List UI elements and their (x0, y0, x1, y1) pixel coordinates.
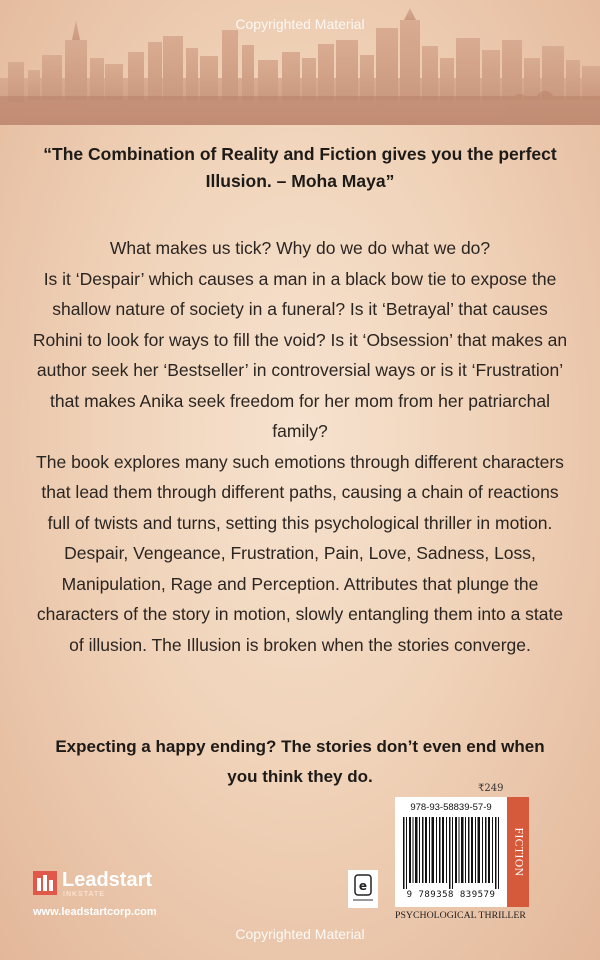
publisher-imprint: INKSTATE (63, 891, 105, 898)
subgenre-label: PSYCHOLOGICAL THRILLER (395, 910, 526, 921)
isbn-number: 978-93-58839-57-9 (410, 802, 492, 813)
genre-tag (507, 797, 529, 907)
publisher-name: Leadstart (62, 869, 153, 891)
copyright-watermark-bottom: Copyrighted Material (235, 926, 365, 942)
svg-text:e: e (358, 879, 368, 893)
price-label: ₹249 (478, 783, 504, 794)
synopsis (30, 233, 570, 660)
closing-tagline: Expecting a happy ending? The stories don’t even end when you think they do. (55, 737, 545, 786)
barcode-digits: 9 789358 839579 (406, 890, 496, 900)
ebook-icon (348, 870, 378, 908)
synopsis-paragraph-3: The book explores many such emotions through different characters that lead them through different paths, causing a chain of reactions full of twists and turns, setting this psychological thriller in motion. Despair, Vengeance, Frustration, Pain, Love, Sadness, Loss, Manipulation, Rage and Perception. Attributes that plunge the characters of the story in motion, slowly entangling them into a state of illusion. The Illusion is broken when the stories converge. (36, 451, 564, 655)
epigraph-quote: “The Combination of Reality and Fiction gives you the perfect Illusion. – Moha Maya” (43, 144, 557, 191)
publisher-url: www.leadstartcorp.com (33, 906, 157, 918)
synopsis-paragraph-1: What makes us tick? Why do we do what we do? (109, 238, 491, 258)
copyright-watermark-top: Copyrighted Material (235, 16, 365, 32)
genre-label: FICTION (512, 827, 524, 877)
barcode-icon (401, 817, 501, 889)
synopsis-paragraph-2: Is it ‘Despair’ which causes a man in a black bow tie to expose the shallow nature of society in a funeral? Is it ‘Betrayal’ that causes Rohini to look for ways to fill the void? Is it ‘Obsession’ that makes an author seek her ‘Bestseller’ in controversial ways or is it ‘Frustration’ that makes Anika seek freedom for her mom from her patriarchal family? (32, 268, 568, 441)
isbn-barcode (395, 797, 507, 907)
